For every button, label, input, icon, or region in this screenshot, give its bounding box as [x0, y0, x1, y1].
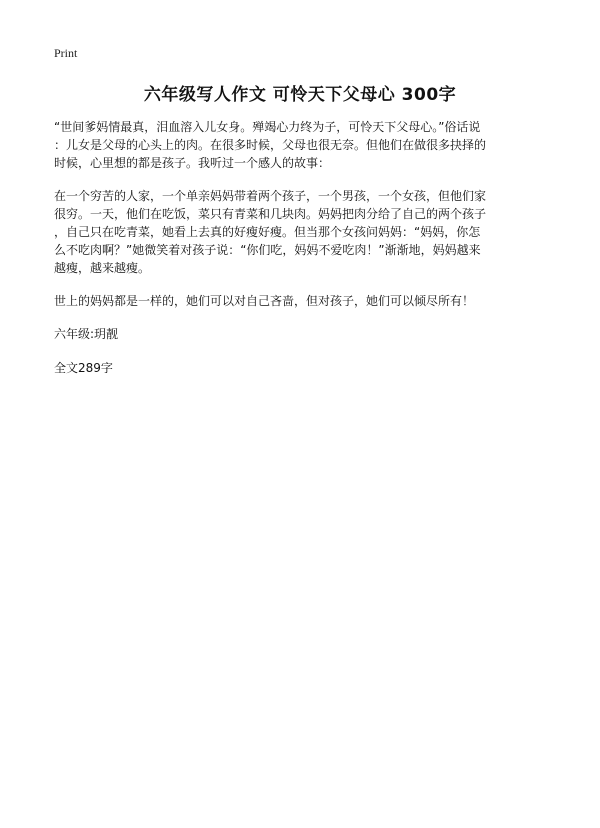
text-line: “世间爹妈情最真，泪血溶入儿女身。殚竭心力终为子，可怜天下父母心。”俗话说	[54, 120, 481, 134]
paragraph-intro	[54, 118, 559, 172]
paragraph-story	[54, 187, 559, 277]
text-line: 很穷。一天，他们在吃饭，菜只有青菜和几块肉。妈妈把肉分给了自己的两个孩子	[54, 207, 487, 221]
print-link[interactable]: Print	[54, 46, 78, 60]
text-line: 在一个穷苦的人家，一个单亲妈妈带着两个孩子，一个男孩，一个女孩，但他们家	[54, 189, 487, 203]
text-line: 么不吃肉啊？”她微笑着对孩子说：“你们吃，妈妈不爱吃肉！”渐渐地，妈妈越来	[54, 243, 481, 257]
author-line: 六年级:玥靓	[54, 327, 119, 341]
article-title: 六年级写人作文 可怜天下父母心 300字	[143, 85, 457, 105]
text-line: 时候，心里想的都是孩子。我听过一个感人的故事：	[54, 156, 331, 170]
text-line: 世上的妈妈都是一样的，她们可以对自己吝啬，但对孩子，她们可以倾尽所有！	[54, 294, 475, 308]
text-line: ：儿女是父母的心头上的肉。在很多时候，父母也很无奈。但他们在做很多抉择的	[54, 138, 487, 152]
word-count: 全文289字	[54, 361, 113, 375]
text-line: ，自己只在吃青菜，她看上去真的好瘦好瘦。但当那个女孩问妈妈：“妈妈，你怎	[54, 225, 481, 239]
article-body	[54, 118, 559, 393]
paragraph-conclusion	[54, 292, 559, 310]
text-line: 越瘦，越来越瘦。	[54, 261, 151, 275]
